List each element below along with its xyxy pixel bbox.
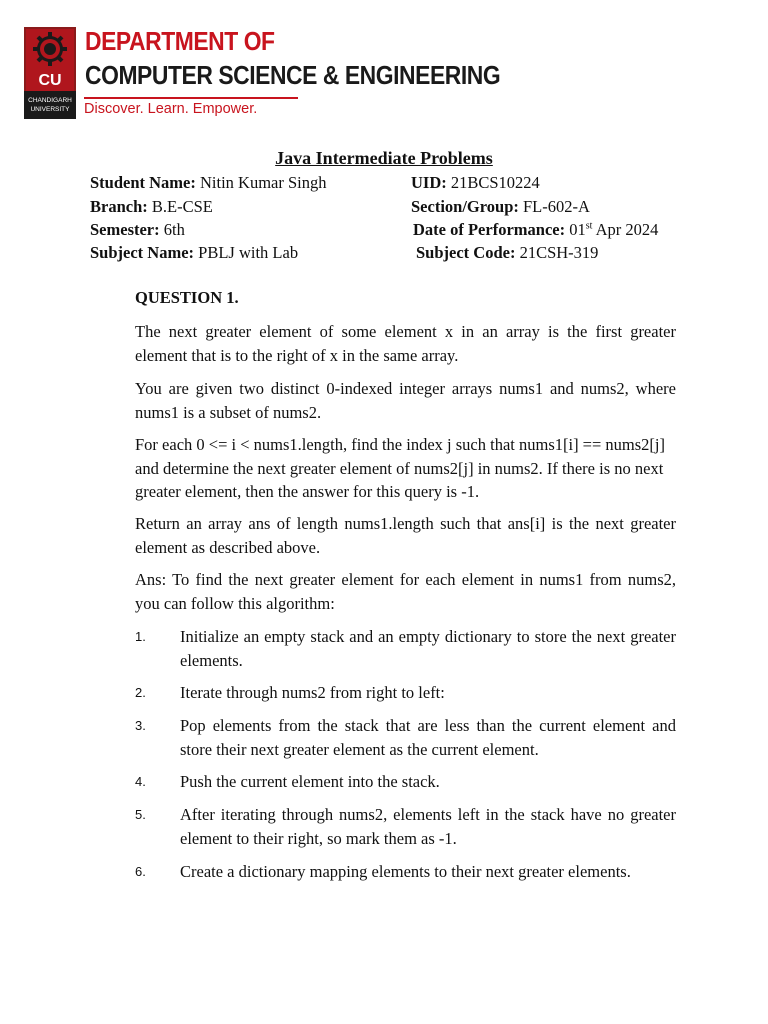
branch-label: Branch: [90,197,148,216]
semester-label: Semester: [90,220,160,239]
department-title-line2: COMPUTER SCIENCE & ENGINEERING [85,60,501,90]
department-title-line1: DEPARTMENT OF [85,26,275,56]
date-day: 01 [569,220,586,239]
paragraph-3: For each 0 <= i < nums1.length, find the index j such that nums1[i] == nums2[j] and determine the next greater element of nums2[j] in nums2. If there is no next greater element, then the answer for this query is -1. [135,435,665,501]
subject-code-label: Subject Code: [416,243,516,262]
logo-text: CU [38,72,62,89]
gear-emblem-icon [33,32,67,66]
subject-name-field [90,243,298,263]
semester-field [90,220,185,240]
section-value: FL-602-A [523,197,590,216]
step-number: 4. [135,774,146,789]
uid-label: UID: [411,173,447,192]
university-logo [24,27,76,119]
question-heading: QUESTION 1. [135,288,239,307]
step-number: 5. [135,807,146,822]
step-text: Iterate through nums2 from right to left: [180,683,445,702]
date-label: Date of Performance: [413,220,566,239]
step-number: 1. [135,629,146,644]
document-title: Java Intermediate Problems [275,148,493,168]
branch-value: B.E-CSE [151,197,213,216]
step-number: 2. [135,685,146,700]
student-name-field [90,173,327,193]
section-label: Section/Group: [411,197,519,216]
student-name-value: Nitin Kumar Singh [200,173,327,192]
subject-code-value: 21CSH-319 [519,243,599,262]
logo-caption-2: UNIVERSITY [30,106,70,113]
subject-code-field [416,243,598,263]
date-month-year: Apr 2024 [595,220,659,239]
subject-name-label: Subject Name: [90,243,195,262]
paragraph-1: The next greater element of some element x in an array is the first greater element that is to the right of x in the same array. [135,322,676,365]
uid-value: 21BCS10224 [450,173,540,192]
step-number: 6. [135,864,146,879]
tagline: Discover. Learn. Empower. [84,101,258,117]
branch-field [90,197,213,217]
paragraph-4: Return an array ans of length nums1.length such that ans[i] is the next greater element as described above. [135,514,676,557]
step-number: 3. [135,718,146,733]
step-text: Create a dictionary mapping elements to their next greater elements. [180,862,631,881]
section-field [411,197,590,217]
subject-name-value: PBLJ with Lab [198,243,299,262]
step-text: Pop elements from the stack that are less than the current element and store their next greater element as the current element. [180,716,676,759]
step-text: Initialize an empty stack and an empty dictionary to store the next greater elements. [180,627,676,670]
semester-value: 6th [163,220,185,239]
paragraph-2: You are given two distinct 0-indexed integer arrays nums1 and nums2, where nums1 is a subset of nums2. [135,379,676,422]
student-name-label: Student Name: [90,173,196,192]
logo-caption-1: CHANDIGARH [28,97,72,104]
date-field [413,220,658,240]
header-divider [84,97,298,99]
step-text: After iterating through nums2, elements left in the stack have no greater element to their right, so mark them as -1. [180,805,676,848]
step-text: Push the current element into the stack. [180,772,440,791]
date-suffix: st [585,220,593,232]
uid-field [411,173,540,193]
answer-intro: Ans: To find the next greater element for each element in nums1 from nums2, you can follow this algorithm: [135,570,676,613]
